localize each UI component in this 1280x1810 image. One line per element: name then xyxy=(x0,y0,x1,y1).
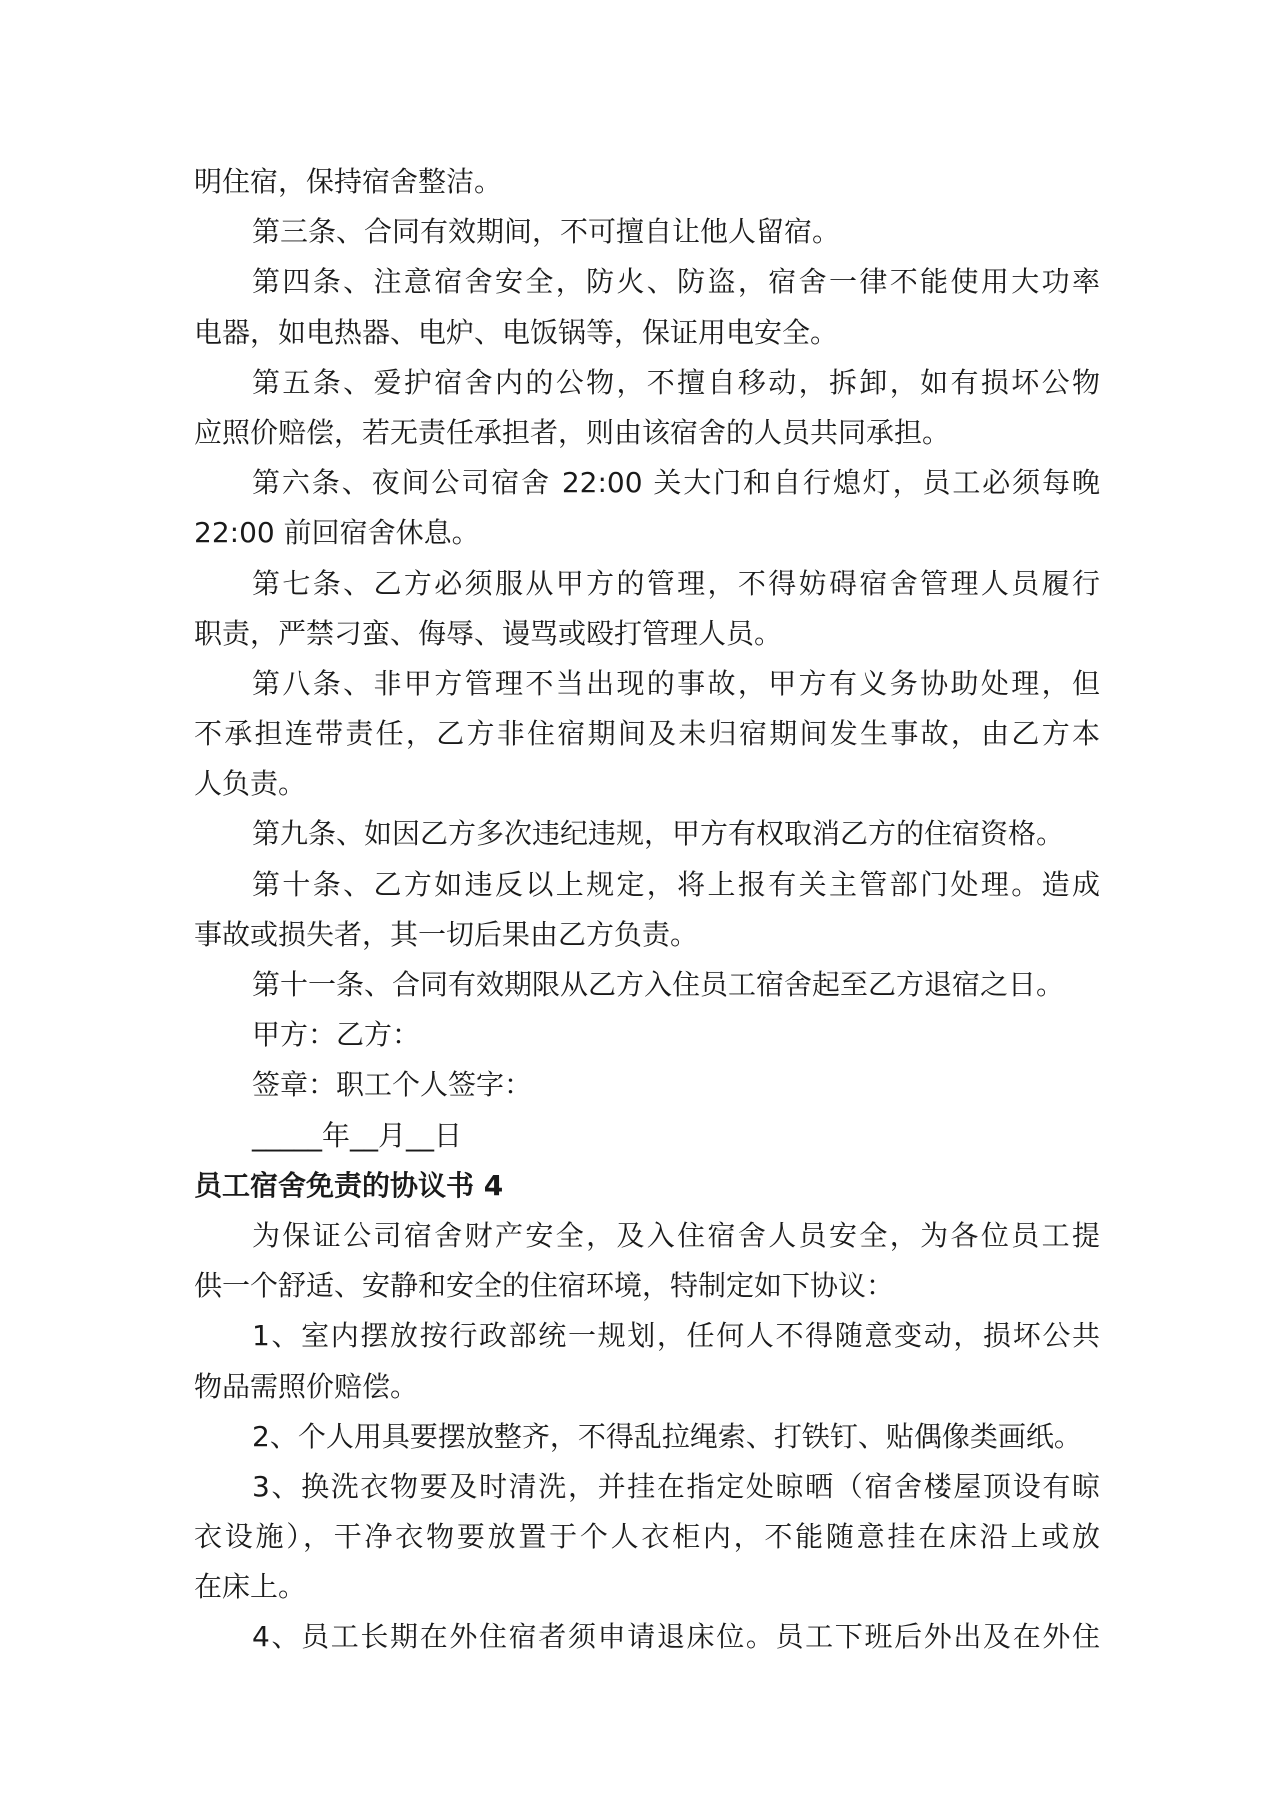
intro-paragraph: 为保证公司宿舍财产安全，及入住宿舍人员安全，为各位员工提 xyxy=(252,1218,1100,1252)
text-line: 供一个舒适、安静和安全的住宿环境，特制定如下协议： xyxy=(194,1269,895,1303)
clause-4: 第四条、注意宿舍安全，防火、防盗，宿舍一律不能使用大功率 xyxy=(252,265,1100,299)
text-line: 职责，严禁刁蛮、侮辱、谩骂或殴打管理人员。 xyxy=(194,616,783,650)
text-line: 22:00 前回宿舍休息。 xyxy=(194,516,480,550)
clause-5: 第五条、爱护宿舍内的公物，不擅自移动，拆卸，如有损坏公物 xyxy=(252,365,1100,399)
text-line: 人负责。 xyxy=(194,767,307,801)
text-line: 物品需照价赔偿。 xyxy=(194,1369,419,1403)
text-line: 不承担连带责任，乙方非住宿期间及未归宿期间发生事故，由乙方本 xyxy=(194,717,1100,751)
text-line: 明住宿，保持宿舍整洁。 xyxy=(194,165,503,198)
document-page xyxy=(194,162,1100,1668)
item-2: 2、个人用具要摆放整齐，不得乱拉绳索、打铁钉、贴偶像类画纸。 xyxy=(252,1419,1082,1453)
item-3: 3、换洗衣物要及时清洗，并挂在指定处晾晒（宿舍楼屋顶设有晾 xyxy=(252,1469,1100,1503)
section-title: 员工宿舍免责的协议书 4 xyxy=(194,1168,504,1202)
text-line: 电器，如电热器、电炉、电饭锅等，保证用电安全。 xyxy=(194,315,839,349)
clause-6: 第六条、夜间公司宿舍 22:00 关大门和自行熄灯，员工必须每晚 xyxy=(252,466,1100,500)
item-1: 1、室内摆放按行政部统一规划，任何人不得随意变动，损坏公共 xyxy=(252,1319,1100,1353)
clause-8: 第八条、非甲方管理不当出现的事故，甲方有义务协助处理，但 xyxy=(252,666,1100,700)
item-4: 4、员工长期在外住宿者须申请退床位。员工下班后外出及在外住 xyxy=(252,1620,1100,1654)
text-line: 在床上。 xyxy=(194,1570,307,1604)
clause-10: 第十条、乙方如违反以上规定，将上报有关主管部门处理。造成 xyxy=(252,867,1100,901)
date-line: _____年__月__日 xyxy=(252,1118,463,1152)
text-line: 衣设施），干净衣物要放置于个人衣柜内，不能随意挂在床沿上或放 xyxy=(194,1520,1100,1554)
signature-line: 签章：职工个人签字： xyxy=(252,1068,533,1102)
clause-7: 第七条、乙方必须服从甲方的管理，不得妨碍宿舍管理人员履行 xyxy=(252,566,1100,600)
clause-9: 第九条、如因乙方多次违纪违规，甲方有权取消乙方的住宿资格。 xyxy=(252,817,1065,851)
text-line: 应照价赔偿，若无责任承担者，则由该宿舍的人员共同承担。 xyxy=(194,415,951,449)
clause-3: 第三条、合同有效期间，不可擅自让他人留宿。 xyxy=(252,215,841,249)
clause-11: 第十一条、合同有效期限从乙方入住员工宿舍起至乙方退宿之日。 xyxy=(252,968,1065,1001)
text-line: 事故或损失者，其一切后果由乙方负责。 xyxy=(194,917,699,951)
party-line: 甲方：乙方： xyxy=(252,1018,421,1052)
